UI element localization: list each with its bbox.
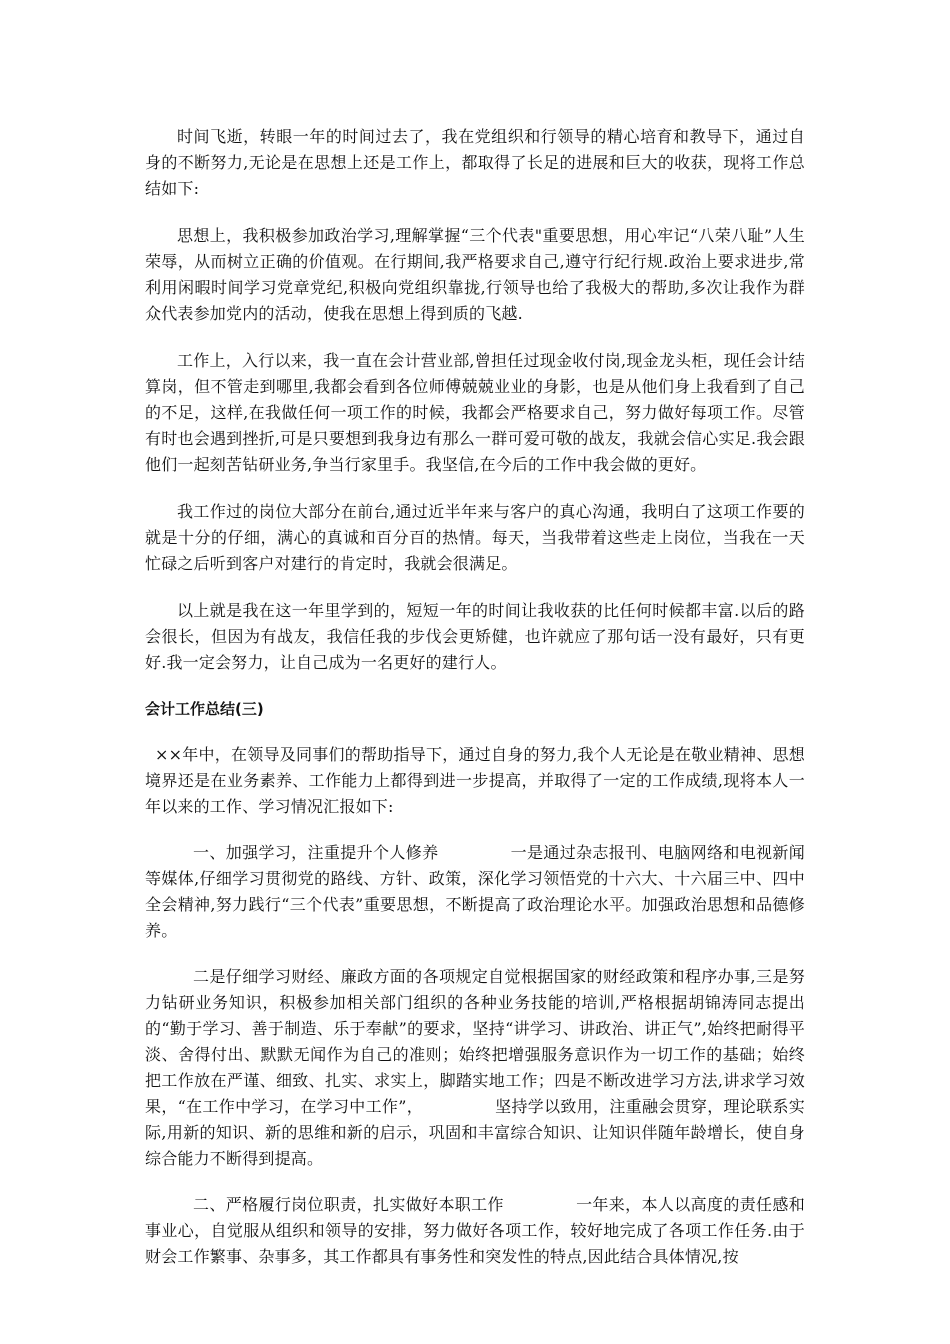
document-page bbox=[145, 124, 805, 1270]
paragraph-item-2 bbox=[145, 964, 805, 1172]
paragraph-item-3 bbox=[145, 1192, 805, 1270]
item-2-part-1: 二是仔细学习财经、廉政方面的各项规定自觉根据国家的财经政策和程序办事,三是努力钻研业务知识，积极参加相关部门组织的各种业务技能的培训,严格根据胡锦涛同志提出的“勤于学习、善于制造、乐于奉献”的要求，坚持“讲学习、讲政治、讲正气”,始终把耐得平淡、舍得付出、默默无闻作为自己的准则；始终把增强服务意识作为一切工作的基础；始终把工作放在严谨、细致、扎实、求实上，脚踏实地工作；四是不断改进学习方法,讲求学习效果，“在工作中学习，在学习中工作”， bbox=[145, 967, 805, 1116]
item-3-body: 一年来，本人以高度的责任感和事业心，自觉服从组织和领导的安排，努力做好各项工作，较好地完成了各项工作任务.由于财会工作繁事、杂事多，其工作都具有事务性和突发性的特点,因此结合具体情况,按 bbox=[145, 1195, 805, 1266]
section-title: 会计工作总结(三) bbox=[145, 700, 264, 718]
paragraph-thought: 思想上，我积极参加政治学习,理解掌握“三个代表"重要思想，用心牢记“八荣八耻”人生荣辱，从而树立正确的价值观。在行期间,我严格要求自己,遵守行纪行规.政治上要求进步,常利用闲暇时间学习党章党纪,积极向党组织靠拢,行领导也给了我极大的帮助,多次让我作为群众代表参加党内的活动，使我在思想上得到质的飞越. bbox=[145, 226, 805, 323]
item-3-heading: 二、严格履行岗位职责，扎实做好本职工作 bbox=[193, 1195, 504, 1214]
paragraph-conclusion: 以上就是我在这一年里学到的，短短一年的时间让我收获的比任何时候都丰富.以后的路会很长，但因为有战友，我信任我的步伐会更矫健，也许就应了那句话一没有最好，只有更好.我一定会努力，让自己成为一名更好的建行人。 bbox=[145, 601, 805, 672]
paragraph-intro: ××年中，在领导及同事们的帮助指导下，通过自身的努力,我个人无论是在敬业精神、思想境界还是在业务素养、工作能力上都得到进一步提高，并取得了一定的工作成绩,现将本人一年以来的工作、学习情况汇报如下: bbox=[145, 745, 805, 816]
paragraph-opening: 时间飞逝，转眼一年的时间过去了，我在党组织和行领导的精心培育和教导下，通过自身的不断努力,无论是在思想上还是工作上，都取得了长足的进展和巨大的收获，现将工作总结如下: bbox=[145, 127, 805, 198]
item-1-body: 一是通过杂志报刊、电脑网络和电视新闻等媒体,仔细学习贯彻党的路线、方针、政策，深化学习领悟党的十六大、十六届三中、四中全会精神,努力践行“三个代表”重要思想，不断提高了政治理论水平。加强政治思想和品德修养。 bbox=[145, 843, 805, 940]
paragraph-work: 工作上，入行以来，我一直在会计营业部,曾担任过现金收付岗,现金龙头柜，现任会计结算岗，但不管走到哪里,我都会看到各位师傅兢兢业业的身影，也是从他们身上我看到了自己的不足，这样,在我做任何一项工作的时候，我都会严格要求自己，努力做好每项工作。尽管有时也会遇到挫折,可是只要想到我身边有那么一群可爱可敬的战友，我就会信心实足.我会跟他们一起刻苦钻研业务,争当行家里手。我坚信,在今后的工作中我会做的更好。 bbox=[145, 351, 805, 474]
item-1-heading: 一、加强学习，注重提升个人修养 bbox=[193, 843, 439, 862]
paragraph-frontdesk: 我工作过的岗位大部分在前台,通过近半年来与客户的真心沟通，我明白了这项工作要的就是十分的仔细，满心的真诚和百分百的热情。每天，当我带着这些走上岗位，当我在一天忙碌之后听到客户对建行的肯定时，我就会很满足。 bbox=[145, 502, 805, 573]
paragraph-item-1 bbox=[145, 840, 805, 944]
item-2-part-2: 坚持学以致用，注重融会贯穿，理论联系实际,用新的知识、新的思维和新的启示，巩固和丰富综合知识、让知识伴随年龄增长，使自身综合能力不断得到提高。 bbox=[145, 1097, 805, 1168]
